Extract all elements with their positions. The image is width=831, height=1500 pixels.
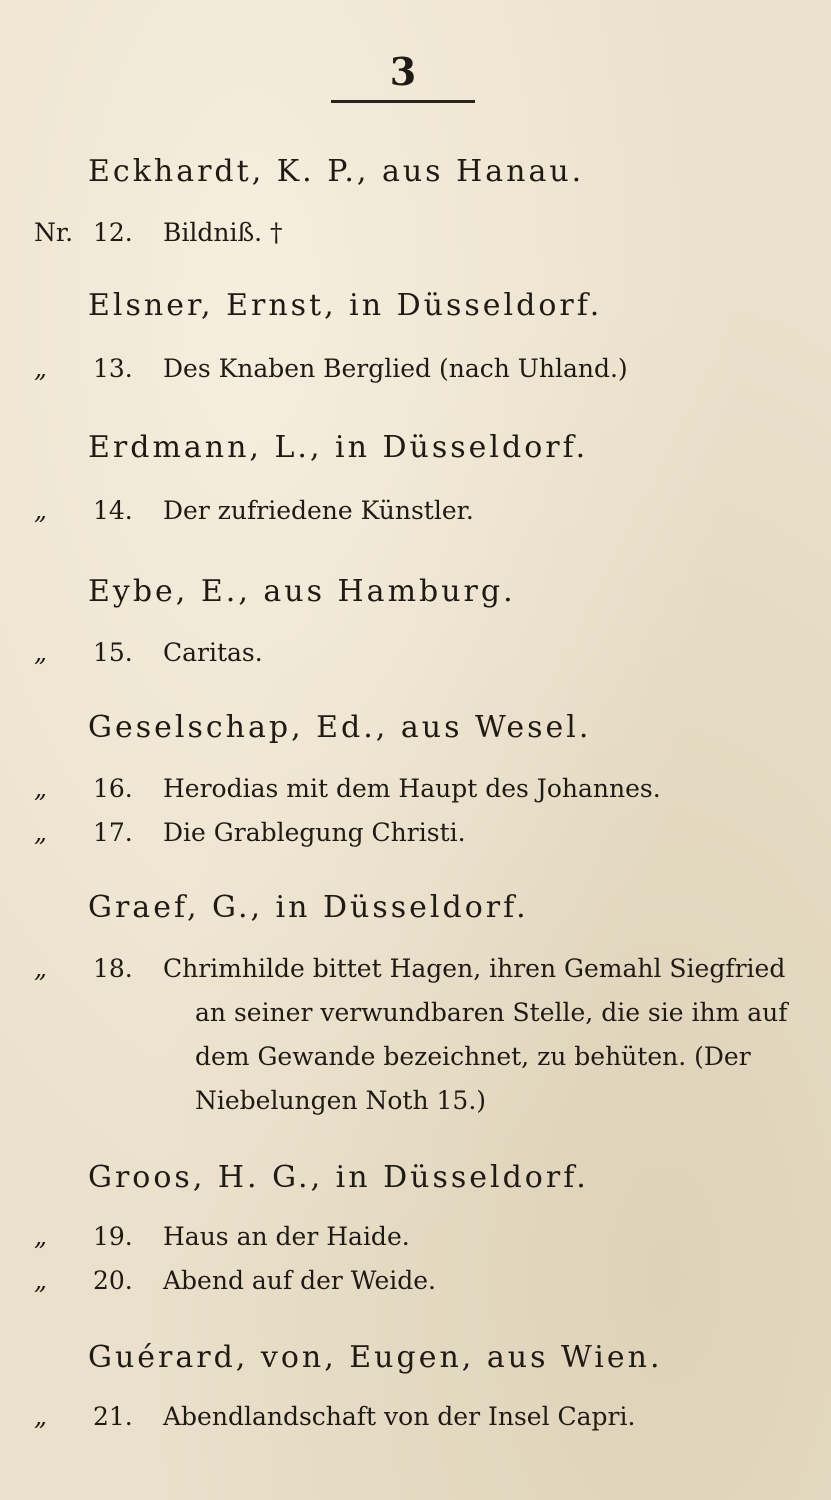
artist-heading [88, 708, 591, 748]
artist-name: Eckhardt, K. P., aus Hanau. [88, 154, 585, 189]
page-number: 3 [389, 49, 417, 94]
ditto-mark: „ [34, 354, 47, 383]
entry-title: Der zufriedene Künstler. [163, 496, 474, 525]
entry-title: Caritas. [163, 638, 263, 667]
artist-name: Erdmann, L., in Düsseldorf. [88, 430, 589, 465]
entry-title: Haus an der Haide. [163, 1222, 410, 1251]
entry-prefix: Nr. [34, 218, 74, 247]
entry-number: 14. [93, 496, 133, 525]
artist-heading [88, 1338, 663, 1378]
entry-title-continuation: Niebelungen Noth 15.) [195, 1086, 487, 1115]
entry-title: Bildniß. † [163, 218, 283, 247]
page-number-rule [331, 100, 475, 103]
artist-name: Eybe, E., aus Hamburg. [88, 574, 516, 609]
ditto-mark: „ [34, 774, 47, 803]
artist-heading [88, 152, 584, 192]
entry-number: 12. [93, 218, 133, 247]
artist-heading [88, 286, 602, 326]
ditto-mark: „ [34, 496, 47, 525]
artist-heading [88, 572, 516, 612]
entry-number: 13. [93, 354, 133, 383]
artist-name: Guérard, von, Eugen, aus Wien. [88, 1340, 663, 1375]
entry-title: Abend auf der Weide. [163, 1266, 436, 1295]
ditto-mark: „ [34, 1222, 47, 1251]
entry-title: Chrimhilde bittet Hagen, ihren Gemahl Siegfried [163, 954, 786, 983]
entry-title-continuation: dem Gewande bezeichnet, zu behüten. (Der [195, 1042, 751, 1071]
ditto-mark: „ [34, 1402, 47, 1431]
artist-name: Graef, G., in Düsseldorf. [88, 890, 529, 925]
entry-title: Abendlandschaft von der Insel Capri. [163, 1402, 636, 1431]
artist-heading [88, 1158, 589, 1198]
entry-number: 16. [93, 774, 133, 803]
entry-number: 20. [93, 1266, 133, 1295]
entry-number: 15. [93, 638, 133, 667]
ditto-mark: „ [34, 638, 47, 667]
entry-title: Herodias mit dem Haupt des Johannes. [163, 774, 661, 803]
entry-number: 18. [93, 954, 133, 983]
ditto-mark: „ [34, 1266, 47, 1295]
entry-number: 19. [93, 1222, 133, 1251]
entry-title: Die Grablegung Christi. [163, 818, 466, 847]
ditto-mark: „ [34, 818, 47, 847]
ditto-mark: „ [34, 954, 47, 983]
entry-number: 21. [93, 1402, 133, 1431]
entry-number: 17. [93, 818, 133, 847]
artist-heading [88, 888, 529, 928]
artist-name: Geselschap, Ed., aus Wesel. [88, 710, 592, 745]
entry-title-continuation: an seiner verwundbaren Stelle, die sie ihm auf [195, 998, 788, 1027]
entry-title: Des Knaben Berglied (nach Uhland.) [163, 354, 628, 383]
artist-name: Elsner, Ernst, in Düsseldorf. [88, 288, 603, 323]
artist-heading [88, 428, 588, 468]
artist-name: Groos, H. G., in Düsseldorf. [88, 1160, 589, 1195]
